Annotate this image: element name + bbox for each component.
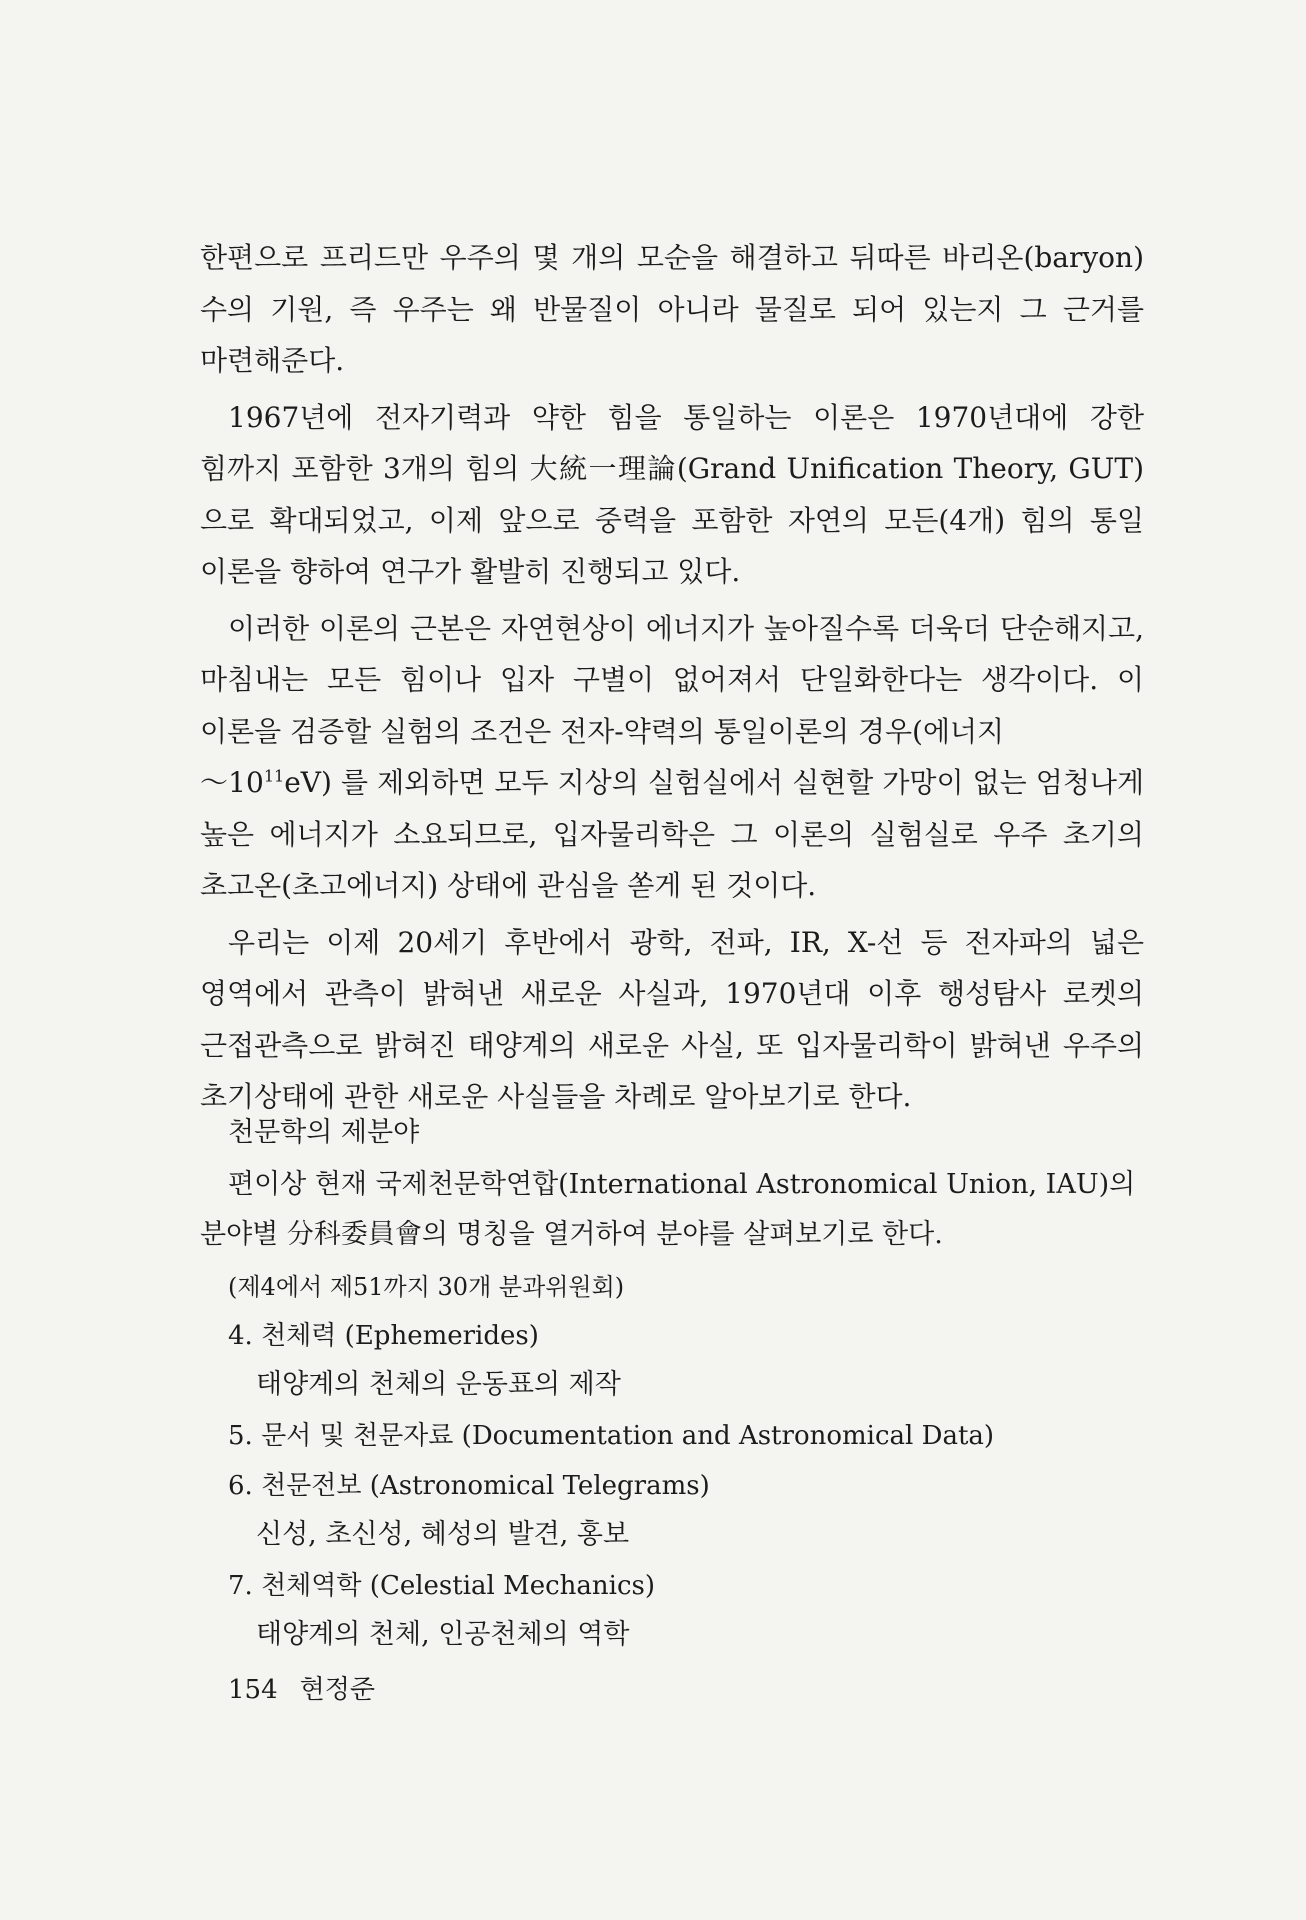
page-footer: [228, 1670, 375, 1710]
item-4-desc: 태양계의 천체의 운동표의 제작: [256, 1369, 621, 1400]
paragraph-3-text: 이러한 이론의 근본은 자연현상이 에너지가 높아질수록 더욱더 단순해지고, 마침내는 모든 힘이나 입자 구별이 없어져서 단일화한다는 생각이다. 이 이론을 검증할 실험의 조건은 전자-약력의 통일이론의 경우(에너지: [200, 611, 1144, 748]
author-name: 현정준: [299, 1675, 375, 1705]
page-number: 154: [228, 1675, 278, 1705]
item-4-title: 4. 천체력 (Ephemerides): [228, 1321, 539, 1351]
item-7-title: 7. 천체역학 (Celestial Mechanics): [228, 1571, 656, 1601]
energy-unit: eV): [284, 766, 332, 799]
paragraph-4: 우리는 이제 20세기 후반에서 광학, 전파, IR, X-선 등 전자파의 넓은 영역에서 관측이 밝혀낸 새로운 사실과, 1970년대 이후 행성탐사 로켓의 근접관측으로 밝혀진 태양계의 새로운 사실, 또 입자물리학이 밝혀낸 우주의 초기상태에 관한 새로운 사실들을 차례로 알아보기로 한다.: [200, 925, 1144, 1113]
section-fields-of-astronomy: [200, 1110, 1144, 1660]
section-heading: 천문학의 제분야: [228, 1117, 420, 1148]
item-6-title: 6. 천문전보 (Astronomical Telegrams): [228, 1471, 710, 1501]
paragraph-3: [200, 603, 1144, 912]
item-6-desc: 신성, 초신성, 혜성의 발견, 홍보: [256, 1519, 630, 1550]
paragraph-1: 한편으로 프리드만 우주의 몇 개의 모순을 해결하고 뒤따른 바리온(baryon) 수의 기원, 즉 우주는 왜 반물질이 아니라 물질로 되어 있는지 그 근거를 마련해준다.: [200, 241, 1144, 377]
body-text: [200, 232, 1144, 1128]
item-7-desc: 태양계의 천체, 인공천체의 역학: [256, 1619, 630, 1650]
item-5-title: 5. 문서 및 천문자료 (Documentation and Astronomical Data): [228, 1421, 995, 1451]
energy-prefix: ～10: [200, 766, 264, 799]
paragraph-2: 1967년에 전자기력과 약한 힘을 통일하는 이론은 1970년대에 강한 힘까지 포함한 3개의 힘의 大統一理論(Grand Unification Theory, GUT)으로 확대되었고, 이제 앞으로 중력을 포함한 자연의 모든(4개) 힘의 통일 이론을 향하여 연구가 활발히 진행되고 있다.: [200, 400, 1144, 588]
section-intro: 편이상 현재 국제천문학연합(International Astronomical Union, IAU)의 분야별 分科委員會의 명칭을 열거하여 분야를 살펴보기로 한다.: [200, 1169, 1136, 1250]
paragraph-3-continued: 를 제외하면 모두 지상의 실험실에서 실현할 가망이 없는 엄청나게 높은 에너지가 소요되므로, 입자물리학은 그 이론의 실험실로 우주 초기의 초고온(초고에너지) 상태에 관심을 쏟게 된 것이다.: [200, 766, 1144, 902]
section-note: (제4에서 제51까지 30개 분과위원회): [228, 1273, 625, 1301]
energy-exponent: 11: [263, 766, 285, 786]
